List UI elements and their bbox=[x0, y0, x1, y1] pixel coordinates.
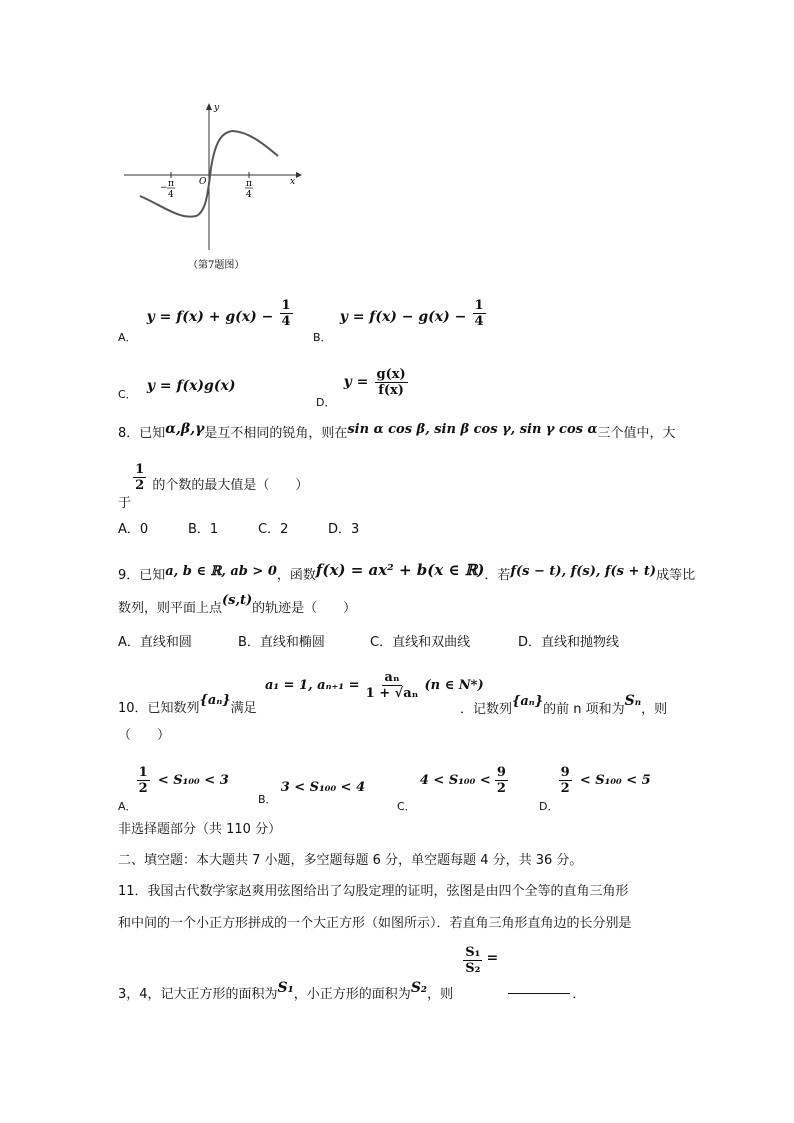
option-label: A． bbox=[118, 331, 137, 344]
tick-right-den: 4 bbox=[246, 190, 252, 200]
q7-d-expression: y = bbox=[343, 374, 369, 390]
q9-option-d[interactable]: D．直线和抛物线 bbox=[518, 635, 620, 650]
axis-x-label: x bbox=[290, 177, 296, 187]
figure-caption: （第7题图） bbox=[188, 260, 245, 271]
q9-option-c[interactable]: C．直线和双曲线 bbox=[370, 635, 471, 650]
q8-line-1: 8．已知α,β,γ是互不相同的锐角，则在sin α cos β, sin β cos γ, sin γ cos α三个值中，大 bbox=[118, 421, 676, 441]
origin-label: O bbox=[199, 177, 207, 187]
q8-option-b[interactable]: B．1 bbox=[188, 522, 219, 537]
q11-ratio-fraction: $\frac{\text{S₁}}{\text{S₂}}$ bbox=[465, 945, 481, 976]
q10-option-a[interactable]: $_{A.}$ $\frac{1}{2}$ < S₁₀₀ < 3 bbox=[118, 765, 229, 813]
q10-seq: {aₙ} bbox=[199, 693, 231, 708]
q8-option-c[interactable]: C．2 bbox=[258, 522, 289, 537]
q8-option-a[interactable]: A．0 bbox=[118, 522, 149, 537]
axis-y-label: y bbox=[214, 103, 220, 113]
q7-option-d[interactable] bbox=[316, 357, 406, 409]
q7-c-expression: y = f(x)g(x) bbox=[146, 378, 236, 394]
q8-line-2: 于 $\frac{1}{2}$ 的个数的最大值是（ ） bbox=[118, 462, 309, 511]
x-axis-arrow bbox=[296, 172, 302, 178]
q9-point: (s,t) bbox=[222, 593, 253, 608]
q10-line-1: 10．已知数列{aₙ}满足 bbox=[118, 693, 257, 716]
q9-option-b[interactable]: B．直线和椭圆 bbox=[238, 635, 325, 650]
q8-vars: α,β,γ bbox=[165, 421, 205, 437]
q10-option-d[interactable]: $_{D.}$ $\frac{9}{2}$ < S₁₀₀ < 5 bbox=[539, 765, 651, 813]
tick-left-sign: − bbox=[160, 183, 168, 193]
q8-exprs: sin α cos β, sin β cos γ, sin γ cos α bbox=[347, 422, 598, 437]
q10-option-b[interactable]: $_{B.}$ 3 < S₁₀₀ < 4 bbox=[258, 780, 366, 806]
section-nonchoice-heading: 非选择题部分（共 110 分） bbox=[118, 822, 282, 837]
q8-option-d[interactable]: D．3 bbox=[328, 522, 360, 537]
option-label: D． bbox=[539, 800, 559, 813]
q9-option-a[interactable]: A．直线和圆 bbox=[118, 635, 192, 650]
section-fill-heading: 二、填空题：本大题共 7 小题，多空题每题 6 分，单空题每题 4 分，共 36 分。 bbox=[118, 853, 583, 868]
option-label: B． bbox=[258, 793, 277, 806]
q8-half: $\frac{1}{2}$ bbox=[135, 462, 145, 493]
q7-a-fraction: $\frac{1}{4}$ bbox=[281, 298, 291, 329]
q9-line-1: 9．已知a, b ∈ ℝ, ab > 0，函数f(x) = ax² + b(x ∈ ℝ)．若f(s − t), f(s), f(s + t)成等比 bbox=[118, 561, 696, 583]
question-7-figure bbox=[118, 98, 308, 276]
tick-left-den: 4 bbox=[168, 190, 174, 200]
q9-cond: a, b ∈ ℝ, ab > 0 bbox=[165, 564, 277, 579]
option-label: B． bbox=[313, 331, 332, 344]
q9-terms: f(s − t), f(s), f(s + t) bbox=[510, 564, 657, 579]
q7-b-expression: y = f(x) − g(x) − bbox=[339, 309, 467, 325]
q10-line-2: （ ） bbox=[118, 728, 171, 743]
q7-option-c[interactable] bbox=[118, 378, 236, 401]
q7-d-fraction: $\frac{g(x)}{f(x)}$ bbox=[376, 367, 406, 398]
q7-option-a[interactable] bbox=[118, 298, 291, 344]
q9-func: f(x) = ax² + b(x ∈ ℝ) bbox=[315, 561, 485, 579]
tick-right-num: π bbox=[246, 179, 252, 189]
q11-line-2: 和中间的一个小正方形拼成的一个大正方形（如图所示）．若直角三角形直角边的长分别是 bbox=[118, 916, 632, 931]
option-label: D． bbox=[316, 396, 336, 409]
q7-a-expression: y = f(x) + g(x) − bbox=[146, 309, 274, 325]
q11-line-1: 11．我国古代数学家赵爽用弦图给出了勾股定理的证明，弦图是由四个全等的直角三角形 bbox=[118, 884, 629, 899]
q7-b-fraction: $\frac{1}{4}$ bbox=[474, 298, 484, 329]
option-label: A． bbox=[118, 800, 137, 813]
option-label: C． bbox=[397, 800, 416, 813]
q11-answer-blank[interactable] bbox=[508, 981, 570, 994]
q10-option-c[interactable]: $_{C.}$ 4 < S₁₀₀ < $\frac{9}{2}$ bbox=[397, 765, 506, 813]
q10-line-1b: ．记数列{aₙ}的前 n 项和为Sₙ，则 bbox=[460, 693, 668, 717]
q9-line-2: 数列，则平面上点(s,t)的轨迹是（ ） bbox=[118, 593, 357, 616]
q10-recurrence-fraction: $\frac{\text{aₙ}}{\text{1 + √aₙ}}$ bbox=[365, 670, 419, 701]
tick-left-num: π bbox=[168, 179, 174, 189]
q10-condition: a₁ = 1, aₙ₊₁ = $\frac{\text{aₙ}}{\text{1 + √aₙ}}$ (n ∈ N*) bbox=[265, 670, 484, 701]
y-axis-arrow bbox=[206, 103, 212, 110]
q7-option-b[interactable] bbox=[313, 298, 484, 344]
option-label: C． bbox=[118, 388, 137, 401]
q11-line-3: 3，4，记大正方形的面积为S₁，小正方形的面积为S₂，则 $\frac{\text{S₁}}{\text{S₂}}$ = ． bbox=[118, 945, 586, 1002]
